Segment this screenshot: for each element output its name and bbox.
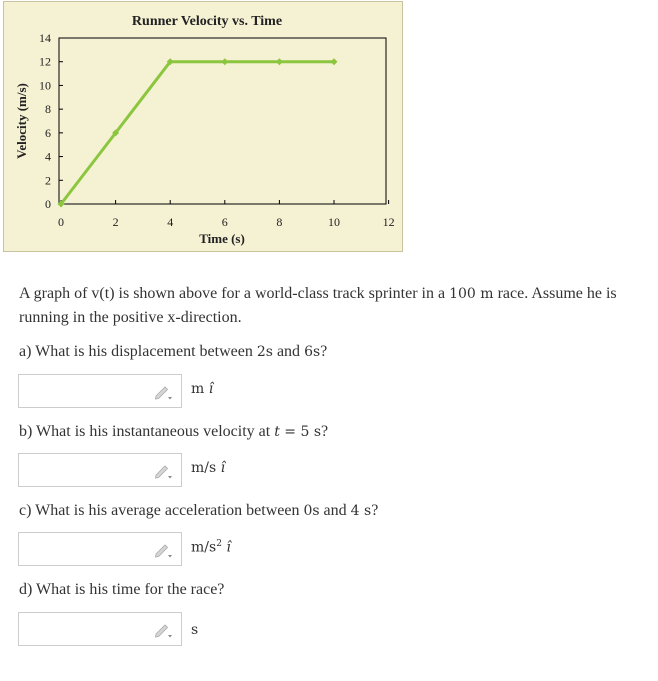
question-b: [19, 420, 328, 444]
x-tick-label: 10: [328, 215, 340, 229]
answer-c-box: [18, 532, 182, 566]
x-tick-label: 12: [382, 215, 395, 229]
unit-d: [191, 622, 198, 638]
x-tick-label: 2: [112, 215, 119, 229]
y-tick-label: 14: [39, 31, 51, 45]
qd-text: d) What is his time for the race?: [19, 581, 225, 598]
qb-text: b) What is his instantaneous velocity at: [19, 423, 275, 440]
intro-text: A graph of v(t) is shown above for a world-class track sprinter in a: [19, 285, 450, 302]
velocity-chart: [4, 2, 404, 253]
chart-panel: [3, 1, 403, 252]
qc-q: ?: [371, 502, 379, 519]
y-tick-label: 10: [39, 78, 51, 93]
qb-time: 5 s: [300, 424, 322, 440]
x-tick-label: 0: [58, 215, 64, 229]
unit-a-text: m: [191, 381, 205, 397]
pencil-icon[interactable]: [153, 384, 173, 400]
y-tick-label: 8: [45, 102, 51, 117]
unit-d-text: s: [191, 622, 199, 638]
y-tick-label: 4: [45, 149, 51, 164]
y-tick-label: 0: [45, 197, 51, 211]
qb-var: t: [274, 424, 280, 440]
unit-b: [191, 460, 225, 476]
question-d: [19, 578, 224, 602]
answer-c-input[interactable]: [19, 533, 149, 565]
y-tick-label: 6: [45, 125, 51, 140]
question-c: [19, 499, 378, 523]
answer-b-box: [18, 453, 182, 487]
qb-q: ?: [321, 423, 329, 440]
qb-eq: =: [279, 424, 301, 440]
qa-text: a) What is his displacement between: [19, 343, 257, 360]
unit-b-text: m/s: [191, 460, 217, 476]
answer-a-box: [18, 374, 182, 408]
qa-and: and: [272, 343, 305, 360]
unit-c-exponent: 2: [216, 539, 222, 549]
unit-vector-i: î: [226, 539, 231, 556]
pencil-icon[interactable]: [153, 542, 173, 558]
qc-and: and: [319, 502, 351, 519]
y-tick-label: 12: [39, 54, 51, 69]
x-tick-label: 8: [276, 215, 283, 229]
pencil-icon[interactable]: [153, 463, 173, 479]
intro-race-distance: 100 m: [449, 286, 494, 302]
x-tick-label: 6: [221, 215, 228, 229]
qa-time-1: 2s: [256, 344, 273, 360]
qc-text: c) What is his average acceleration between: [19, 502, 304, 519]
y-axis-label: Velocity (m/s): [14, 83, 29, 159]
answer-a-input[interactable]: [19, 375, 149, 407]
question-a: [19, 340, 327, 364]
chart-title: Runner Velocity vs. Time: [131, 14, 283, 29]
answer-d-box: [18, 612, 182, 646]
y-tick-label: 2: [45, 173, 51, 188]
x-axis-label: Time (s): [199, 231, 245, 246]
unit-c-text: m/s: [191, 539, 217, 556]
unit-vector-i: î: [220, 460, 226, 476]
answer-b-input[interactable]: [19, 454, 149, 486]
qc-time-2: 4 s: [350, 503, 372, 519]
pencil-icon[interactable]: [153, 622, 173, 638]
qa-q: ?: [320, 343, 328, 360]
qa-time-2: 6s: [304, 344, 321, 360]
unit-c: [191, 539, 231, 556]
qc-time-1: 0s: [303, 503, 320, 519]
x-tick-label: 4: [167, 215, 174, 229]
problem-intro: [19, 282, 619, 330]
answer-d-input[interactable]: [19, 613, 149, 645]
unit-vector-i: î: [208, 381, 214, 397]
intro-text-end: race. Assume he is running in the positive x-direction.: [19, 285, 617, 326]
unit-a: [191, 381, 213, 397]
